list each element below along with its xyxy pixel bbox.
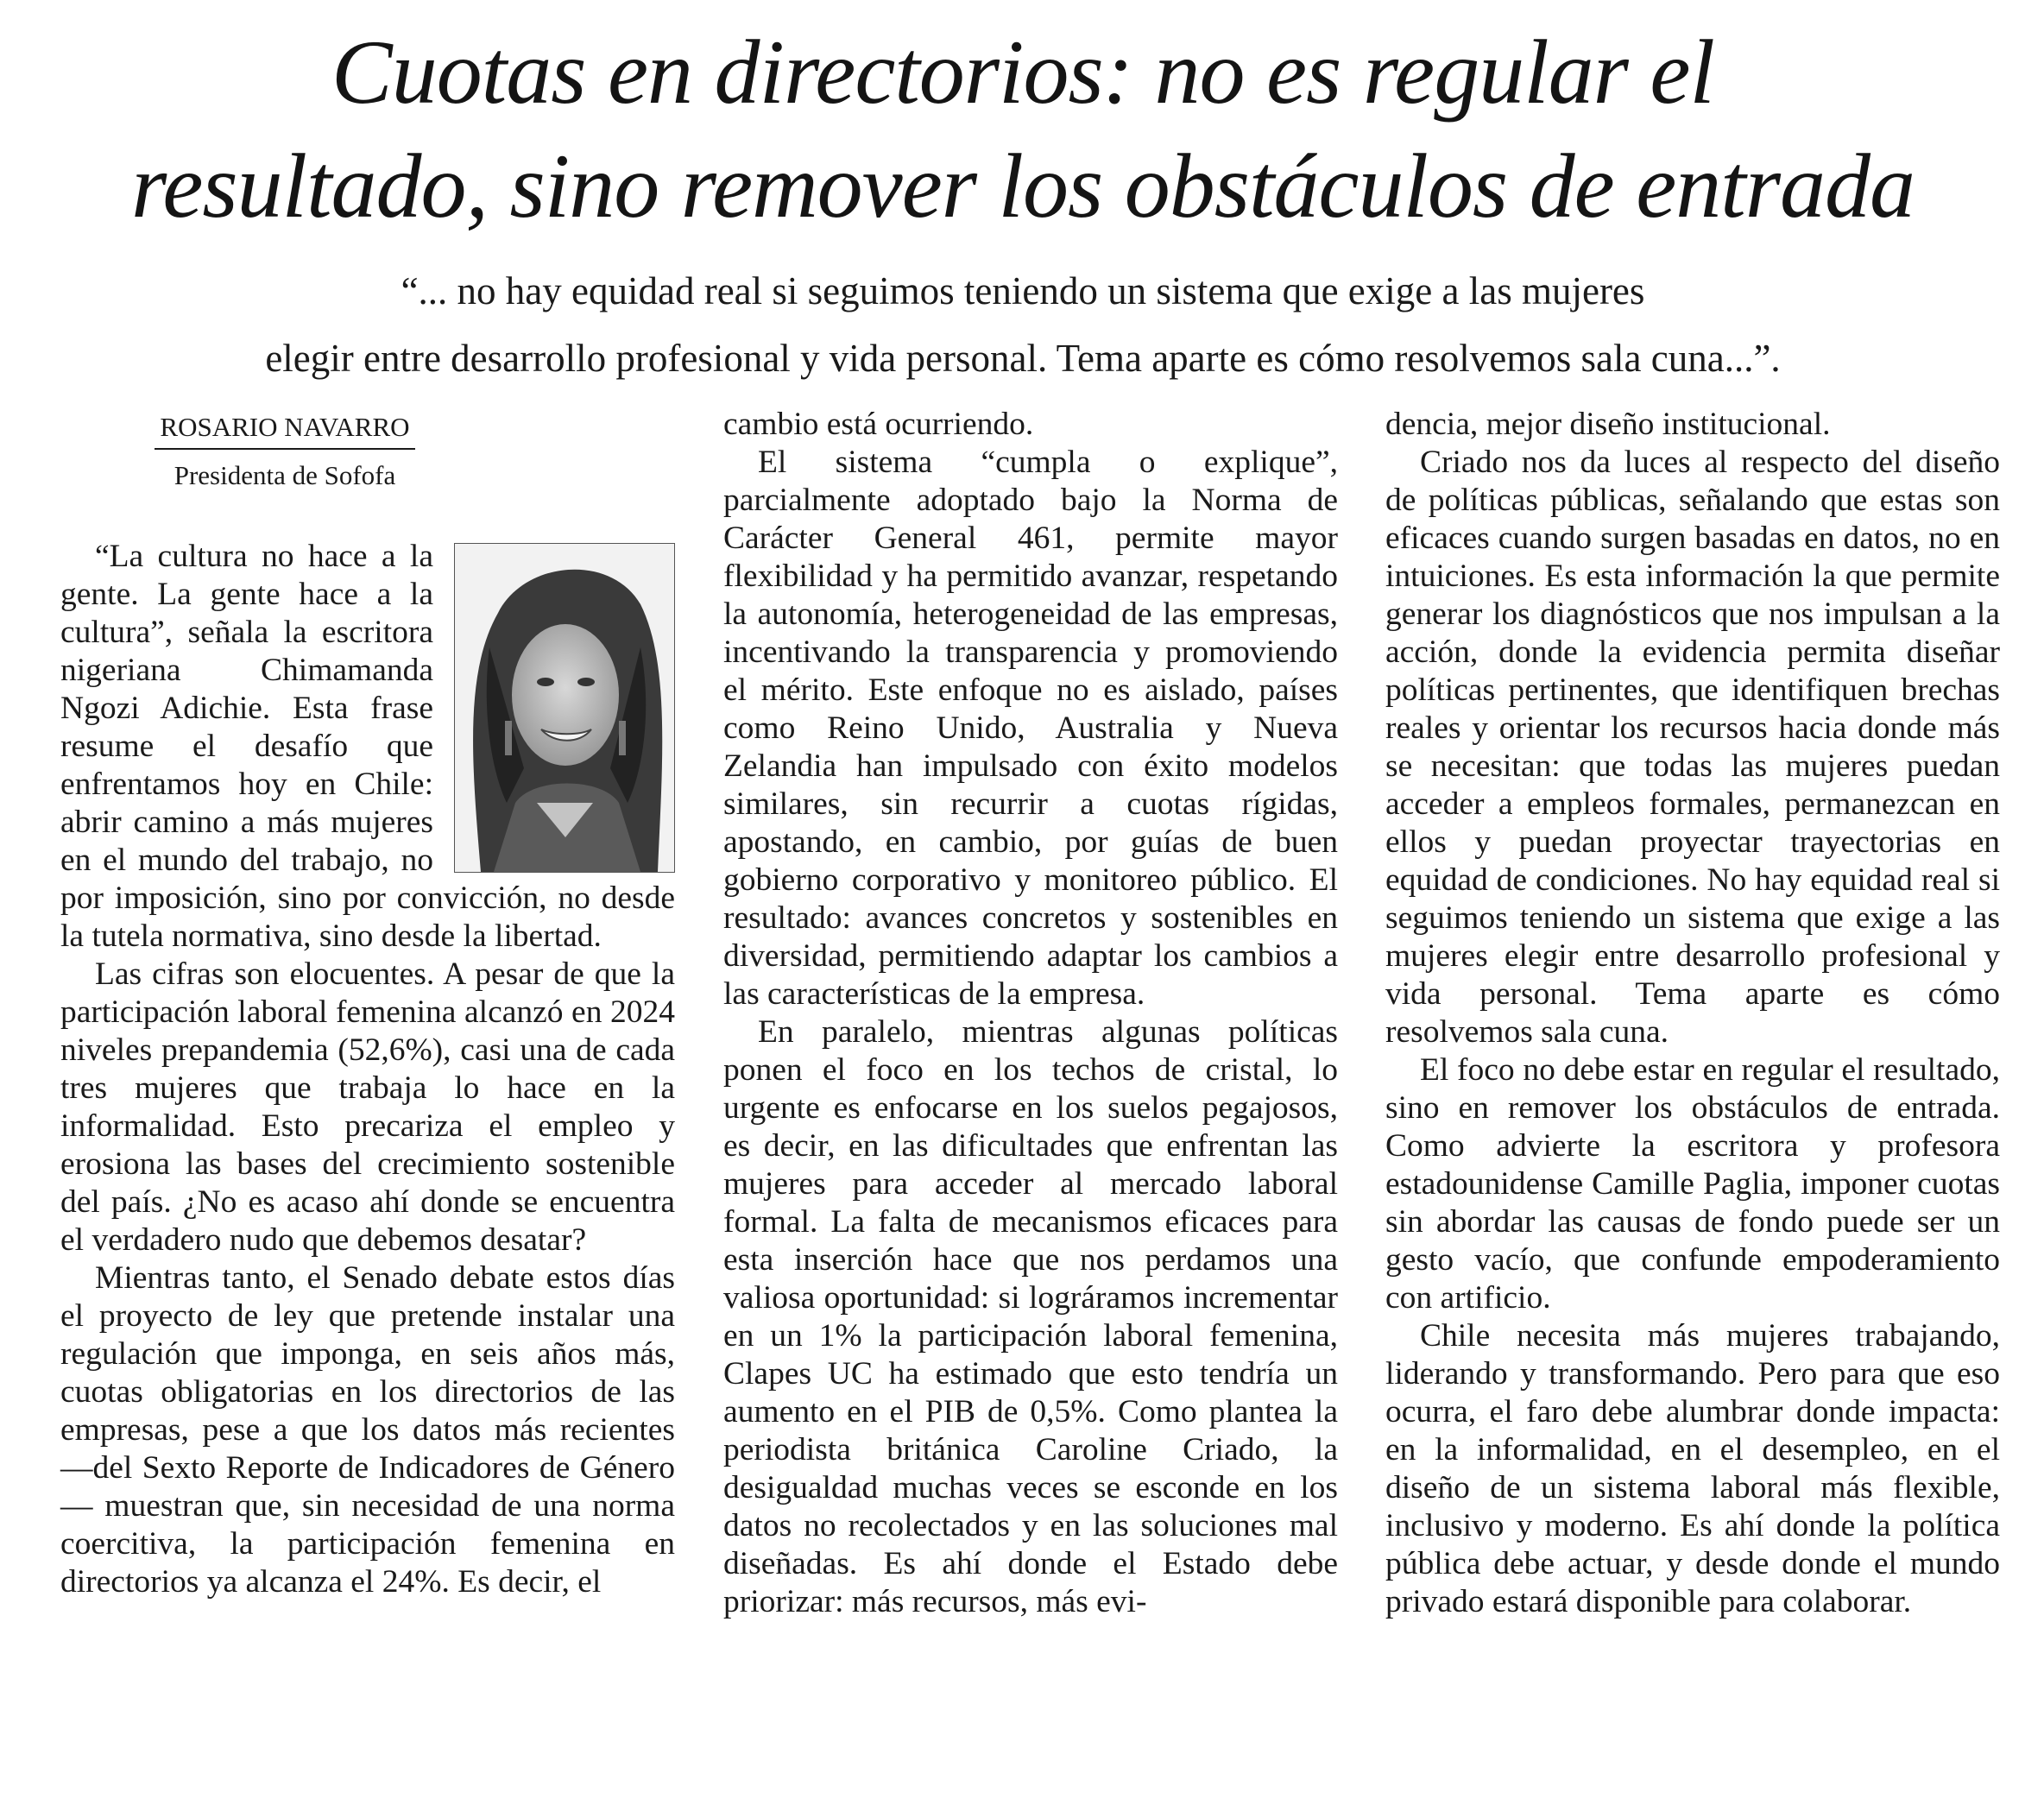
byline	[112, 407, 457, 496]
headline-line-2: resultado, sino remover los obstáculos de entrada	[131, 136, 1915, 237]
paragraph-5: En paralelo, mientras algunas políticas ponen el foco en los techos de cristal, lo urgente es enfocarse en los suelos pegajosos, es decir, en las dificultades que enfrentan las mujeres para acceder al mercado laboral formal. La falta de mecanismos eficaces para esta inserción hace que nos perdamos una valiosa oportunidad: si lográramos incrementar en un 1% la participación laboral femenina, Clapes UC ha estimado que esto tendría un aumento en el PIB de 0,5%. Como plantea la periodista británica Caroline Criado, la desigualdad muchas veces se esconde en los datos no recolectados y en las soluciones mal diseñadas. Es ahí donde el Estado debe priorizar: más recursos, más evi-	[723, 1014, 1338, 1619]
article-column-3	[1385, 406, 2000, 1621]
paragraph-1: “La cultura no hace a la gente. La gente hace a la cultura”, señala la escritora nigeriana Chimamanda Ngozi Adichie. Esta frase resume el desafío que enfrentamos hoy en Chile: abrir camino a más mujeres en el mundo del trabajo, no por imposición, sino por convicción, no desde la tutela normativa, sino desde la libertad.	[60, 539, 675, 954]
pull-quote-line-1: “... no hay equidad real si seguimos teniendo un sistema que exige a las mujeres	[401, 269, 1645, 312]
article-column-1	[60, 407, 675, 1601]
paragraph-3: Mientras tanto, el Senado debate estos días el proyecto de ley que pretende instalar una regulación que imponga, en seis años más, cuotas obligatorias en los directorios de las empresas, pese a que los datos más recientes —del Sexto Reporte de Indicadores de Género— muestran que, sin necesidad de una norma coercitiva, la participación femenina en directorios ya alcanza el 24%. Es decir, el	[60, 1260, 675, 1600]
paragraph-8: Chile necesita más mujeres trabajando, liderando y transformando. Pero para que eso ocurra, el faro debe alumbrar donde impacta: en la informalidad, en el desempleo, en el diseño de un sistema laboral más flexible, inclusivo y moderno. Es ahí donde la política pública debe actuar, y desde donde el mundo privado estará disponible para colaborar.	[1385, 1318, 2000, 1619]
paragraph-5-continued: dencia, mejor diseño institucional.	[1385, 407, 1831, 442]
pull-quote	[52, 257, 1994, 392]
paragraph-3-continued: cambio está ocurriendo.	[723, 407, 1034, 442]
paragraph-4: El sistema “cumpla o explique”, parcialmente adoptado bajo la Norma de Carácter General 461, permite mayor flexibilidad y ha permitido avanzar, respetando la autonomía, heterogeneidad de las empresas, incentivando la transparencia y promoviendo el mérito. Este enfoque no es aislado, países como Reino Unido, Australia y Nueva Zelandia han impulsado con éxito modelos similares, sin recurrir a cuotas rígidas, apostando, en cambio, por guías de buen gobierno corporativo y monitoreo público. El resultado: avances concretos y sostenibles en diversidad, permitiendo adaptar los cambios a las características de la empresa.	[723, 445, 1338, 1012]
byline-spacer	[60, 496, 675, 538]
author-name: ROSARIO NAVARRO	[155, 408, 414, 450]
author-role: Presidenta de Sofofa	[173, 460, 396, 490]
author-photo	[454, 543, 675, 873]
paragraph-6: Criado nos da luces al respecto del diseño de políticas públicas, señalando que estas son eficaces cuando surgen basadas en datos, no en intuiciones. Es esta información la que permite generar los diagnósticos que nos impulsan a la acción, donde la evidencia permita diseñar políticas pertinentes, que identifiquen brechas reales y orientar los recursos hacia donde más se necesitan: que todas las mujeres puedan acceder a empleos formales, permanezcan en ellos y puedan proyectar trayectorias en equidad de condiciones. No hay equidad real si seguimos teniendo un sistema que exige a las mujeres elegir entre desarrollo profesional y vida personal. Tema aparte es cómo resolvemos sala cuna.	[1385, 445, 2000, 1050]
article-column-2	[723, 406, 1338, 1621]
pull-quote-line-2: elegir entre desarrollo profesional y vida personal. Tema aparte es cómo resolvemos sala cuna...”.	[265, 337, 1781, 380]
headline-line-1: Cuotas en directorios: no es regular el	[331, 22, 1714, 123]
paragraph-2: Las cifras son elocuentes. A pesar de que la participación laboral femenina alcanzó en 2024 niveles prepandemia (52,6%), casi una de cada tres mujeres que trabaja lo hace en la informalidad. Esto precariza el empleo y erosiona las bases del crecimiento sostenible del país. ¿No es acaso ahí donde se encuentra el verdadero nudo que debemos desatar?	[60, 956, 675, 1258]
paragraph-7: El foco no debe estar en regular el resultado, sino en remover los obstáculos de entrada. Como advierte la escritora y profesora estadounidense Camille Paglia, imponer cuotas sin abordar las causas de fondo puede ser un gesto vacío, que confunde empoderamiento con artificio.	[1385, 1052, 2000, 1316]
headline	[35, 16, 2011, 243]
